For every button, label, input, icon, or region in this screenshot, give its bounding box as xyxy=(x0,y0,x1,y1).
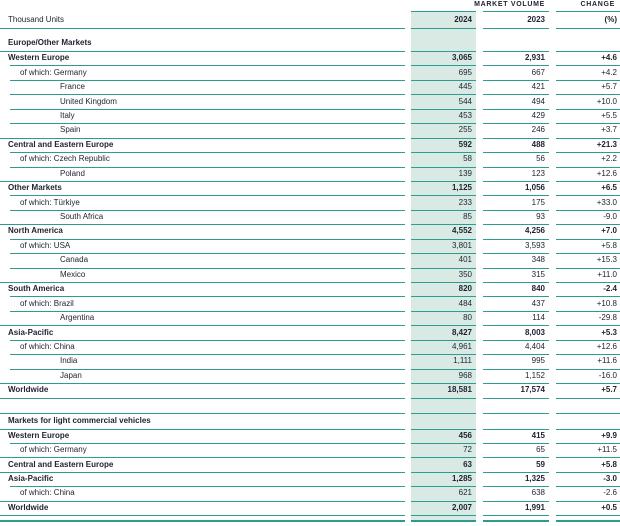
value-2023: 315 xyxy=(483,268,549,282)
row-label: France xyxy=(0,80,405,94)
value-change: +12.6 xyxy=(556,167,620,181)
value-change: -16.0 xyxy=(556,369,620,383)
row-label: Spain xyxy=(0,123,405,137)
value-2023: 995 xyxy=(483,354,549,368)
row-label: of which: USA xyxy=(0,239,405,253)
value-change: -3.0 xyxy=(556,472,620,486)
change-header: CHANGE xyxy=(580,1,615,8)
value-2023: 1,991 xyxy=(483,501,549,515)
row-label: of which: Czech Republic xyxy=(0,152,405,166)
table-row xyxy=(0,282,620,296)
value-2024: 445 xyxy=(411,80,476,94)
value-2023: 4,256 xyxy=(483,224,549,238)
value-2024: 968 xyxy=(411,369,476,383)
table-row xyxy=(0,224,620,238)
row-label: Western Europe xyxy=(0,51,405,65)
value-2024: 1,285 xyxy=(411,472,476,486)
table-row xyxy=(0,94,620,108)
value-change: +10.0 xyxy=(556,94,620,108)
year-2023-header: 2023 xyxy=(483,11,549,28)
table-row xyxy=(0,167,620,181)
value-change: +7.0 xyxy=(556,224,620,238)
value-2024: 401 xyxy=(411,253,476,267)
table-row xyxy=(0,210,620,224)
value-2023: 8,003 xyxy=(483,325,549,339)
row-label: Central and Eastern Europe xyxy=(0,138,405,152)
row-label: Italy xyxy=(0,109,405,123)
row-label: of which: Germany xyxy=(0,65,405,79)
value-change: +11.5 xyxy=(556,443,620,457)
value-change: +9.9 xyxy=(556,429,620,443)
value-2023: 2,931 xyxy=(483,51,549,65)
value-2024: 4,552 xyxy=(411,224,476,238)
value-2023: 65 xyxy=(483,443,549,457)
row-label: Other Markets xyxy=(0,181,405,195)
row-label: Mexico xyxy=(0,268,405,282)
table-row xyxy=(0,152,620,166)
row-label: Canada xyxy=(0,253,405,267)
value-2024: 1,111 xyxy=(411,354,476,368)
value-2023: 638 xyxy=(483,486,549,500)
row-label: of which: Germany xyxy=(0,443,405,457)
table-row xyxy=(0,383,620,397)
value-2023: 437 xyxy=(483,296,549,310)
table-row xyxy=(0,195,620,209)
table-row xyxy=(0,369,620,383)
value-change: +11.6 xyxy=(556,354,620,368)
row-label: South Africa xyxy=(0,210,405,224)
value-2023: 421 xyxy=(483,80,549,94)
table-body xyxy=(0,28,620,522)
row-label: Argentina xyxy=(0,311,405,325)
value-2024: 80 xyxy=(411,311,476,325)
value-change: +0.5 xyxy=(556,501,620,515)
value-change: +5.3 xyxy=(556,325,620,339)
value-change: -2.6 xyxy=(556,486,620,500)
value-change: +11.0 xyxy=(556,268,620,282)
value-2024: 72 xyxy=(411,443,476,457)
column-group-header-row xyxy=(0,0,620,11)
value-2023: 114 xyxy=(483,311,549,325)
value-2024: 139 xyxy=(411,167,476,181)
value-change: +5.8 xyxy=(556,239,620,253)
value-2024: 1,125 xyxy=(411,181,476,195)
value-2024: 350 xyxy=(411,268,476,282)
value-change: +33.0 xyxy=(556,195,620,209)
row-label: of which: China xyxy=(0,486,405,500)
value-2023: 123 xyxy=(483,167,549,181)
value-2023: 1,152 xyxy=(483,369,549,383)
value-2024: 456 xyxy=(411,429,476,443)
value-2023: 429 xyxy=(483,109,549,123)
section-title: Markets for light commercial vehicles xyxy=(0,413,405,429)
value-2024: 4,961 xyxy=(411,340,476,354)
row-label: Worldwide xyxy=(0,383,405,397)
table-row xyxy=(0,457,620,471)
value-2024: 58 xyxy=(411,152,476,166)
value-2023: 667 xyxy=(483,65,549,79)
table-row xyxy=(0,501,620,515)
row-label: of which: Brazil xyxy=(0,296,405,310)
value-change: +5.7 xyxy=(556,383,620,397)
value-2024: 63 xyxy=(411,457,476,471)
value-2023: 4,404 xyxy=(483,340,549,354)
value-2024: 2,007 xyxy=(411,501,476,515)
value-2023: 175 xyxy=(483,195,549,209)
value-2024: 233 xyxy=(411,195,476,209)
section-gap-row xyxy=(0,398,620,413)
row-label: Poland xyxy=(0,167,405,181)
value-2024: 453 xyxy=(411,109,476,123)
table-row xyxy=(0,429,620,443)
value-2024: 544 xyxy=(411,94,476,108)
value-2024: 3,801 xyxy=(411,239,476,253)
table-row xyxy=(0,80,620,94)
row-label: Asia-Pacific xyxy=(0,325,405,339)
table-row xyxy=(0,340,620,354)
value-2023: 56 xyxy=(483,152,549,166)
table-row xyxy=(0,443,620,457)
value-2023: 17,574 xyxy=(483,383,549,397)
section-header-row xyxy=(0,413,620,429)
value-change: -2.4 xyxy=(556,282,620,296)
value-2023: 494 xyxy=(483,94,549,108)
table-row xyxy=(0,486,620,500)
table-row xyxy=(0,268,620,282)
value-2024: 621 xyxy=(411,486,476,500)
table-row xyxy=(0,138,620,152)
value-2023: 348 xyxy=(483,253,549,267)
value-2024: 484 xyxy=(411,296,476,310)
value-2023: 3,593 xyxy=(483,239,549,253)
row-label: United Kingdom xyxy=(0,94,405,108)
table-row xyxy=(0,472,620,486)
table-row xyxy=(0,65,620,79)
value-change: +2.2 xyxy=(556,152,620,166)
row-label: Worldwide xyxy=(0,501,405,515)
value-2023: 488 xyxy=(483,138,549,152)
table-row xyxy=(0,109,620,123)
table-row xyxy=(0,311,620,325)
value-change: +6.5 xyxy=(556,181,620,195)
bottom-rule-row xyxy=(0,520,620,522)
value-change: +5.5 xyxy=(556,109,620,123)
value-change: +12.6 xyxy=(556,340,620,354)
value-2023: 1,325 xyxy=(483,472,549,486)
row-label: of which: China xyxy=(0,340,405,354)
table-row xyxy=(0,181,620,195)
row-label: India xyxy=(0,354,405,368)
value-2024: 820 xyxy=(411,282,476,296)
row-label: South America xyxy=(0,282,405,296)
section-header-row xyxy=(0,28,620,51)
value-2023: 840 xyxy=(483,282,549,296)
value-change: +4.6 xyxy=(556,51,620,65)
row-label: Western Europe xyxy=(0,429,405,443)
value-change: +3.7 xyxy=(556,123,620,137)
value-change: +5.7 xyxy=(556,80,620,94)
value-2024: 255 xyxy=(411,123,476,137)
value-2023: 59 xyxy=(483,457,549,471)
value-2024: 18,581 xyxy=(411,383,476,397)
percent-header: (%) xyxy=(556,11,620,28)
table-row xyxy=(0,354,620,368)
value-change: -29.8 xyxy=(556,311,620,325)
value-change: +21.3 xyxy=(556,138,620,152)
value-2023: 93 xyxy=(483,210,549,224)
value-2024: 8,427 xyxy=(411,325,476,339)
value-change: +15.3 xyxy=(556,253,620,267)
value-2023: 415 xyxy=(483,429,549,443)
value-2023: 246 xyxy=(483,123,549,137)
row-label: Japan xyxy=(0,369,405,383)
table-row xyxy=(0,239,620,253)
value-change: -9.0 xyxy=(556,210,620,224)
value-change: +5.8 xyxy=(556,457,620,471)
unit-label: Thousand Units xyxy=(8,14,65,24)
row-label: Asia-Pacific xyxy=(0,472,405,486)
table-row xyxy=(0,325,620,339)
market-volume-header: MARKET VOLUME xyxy=(474,1,545,8)
row-label: North America xyxy=(0,224,405,238)
value-change: +10.8 xyxy=(556,296,620,310)
section-title: Europe/Other Markets xyxy=(0,28,405,51)
year-2024-header: 2024 xyxy=(411,11,476,28)
value-2024: 695 xyxy=(411,65,476,79)
table-row xyxy=(0,123,620,137)
column-header-row xyxy=(0,11,620,28)
table-row xyxy=(0,296,620,310)
value-2024: 3,065 xyxy=(411,51,476,65)
table-row xyxy=(0,253,620,267)
value-2023: 1,056 xyxy=(483,181,549,195)
table-row xyxy=(0,51,620,65)
value-2024: 592 xyxy=(411,138,476,152)
value-change: +4.2 xyxy=(556,65,620,79)
row-label: of which: Türkiye xyxy=(0,195,405,209)
row-label: Central and Eastern Europe xyxy=(0,457,405,471)
value-2024: 85 xyxy=(411,210,476,224)
